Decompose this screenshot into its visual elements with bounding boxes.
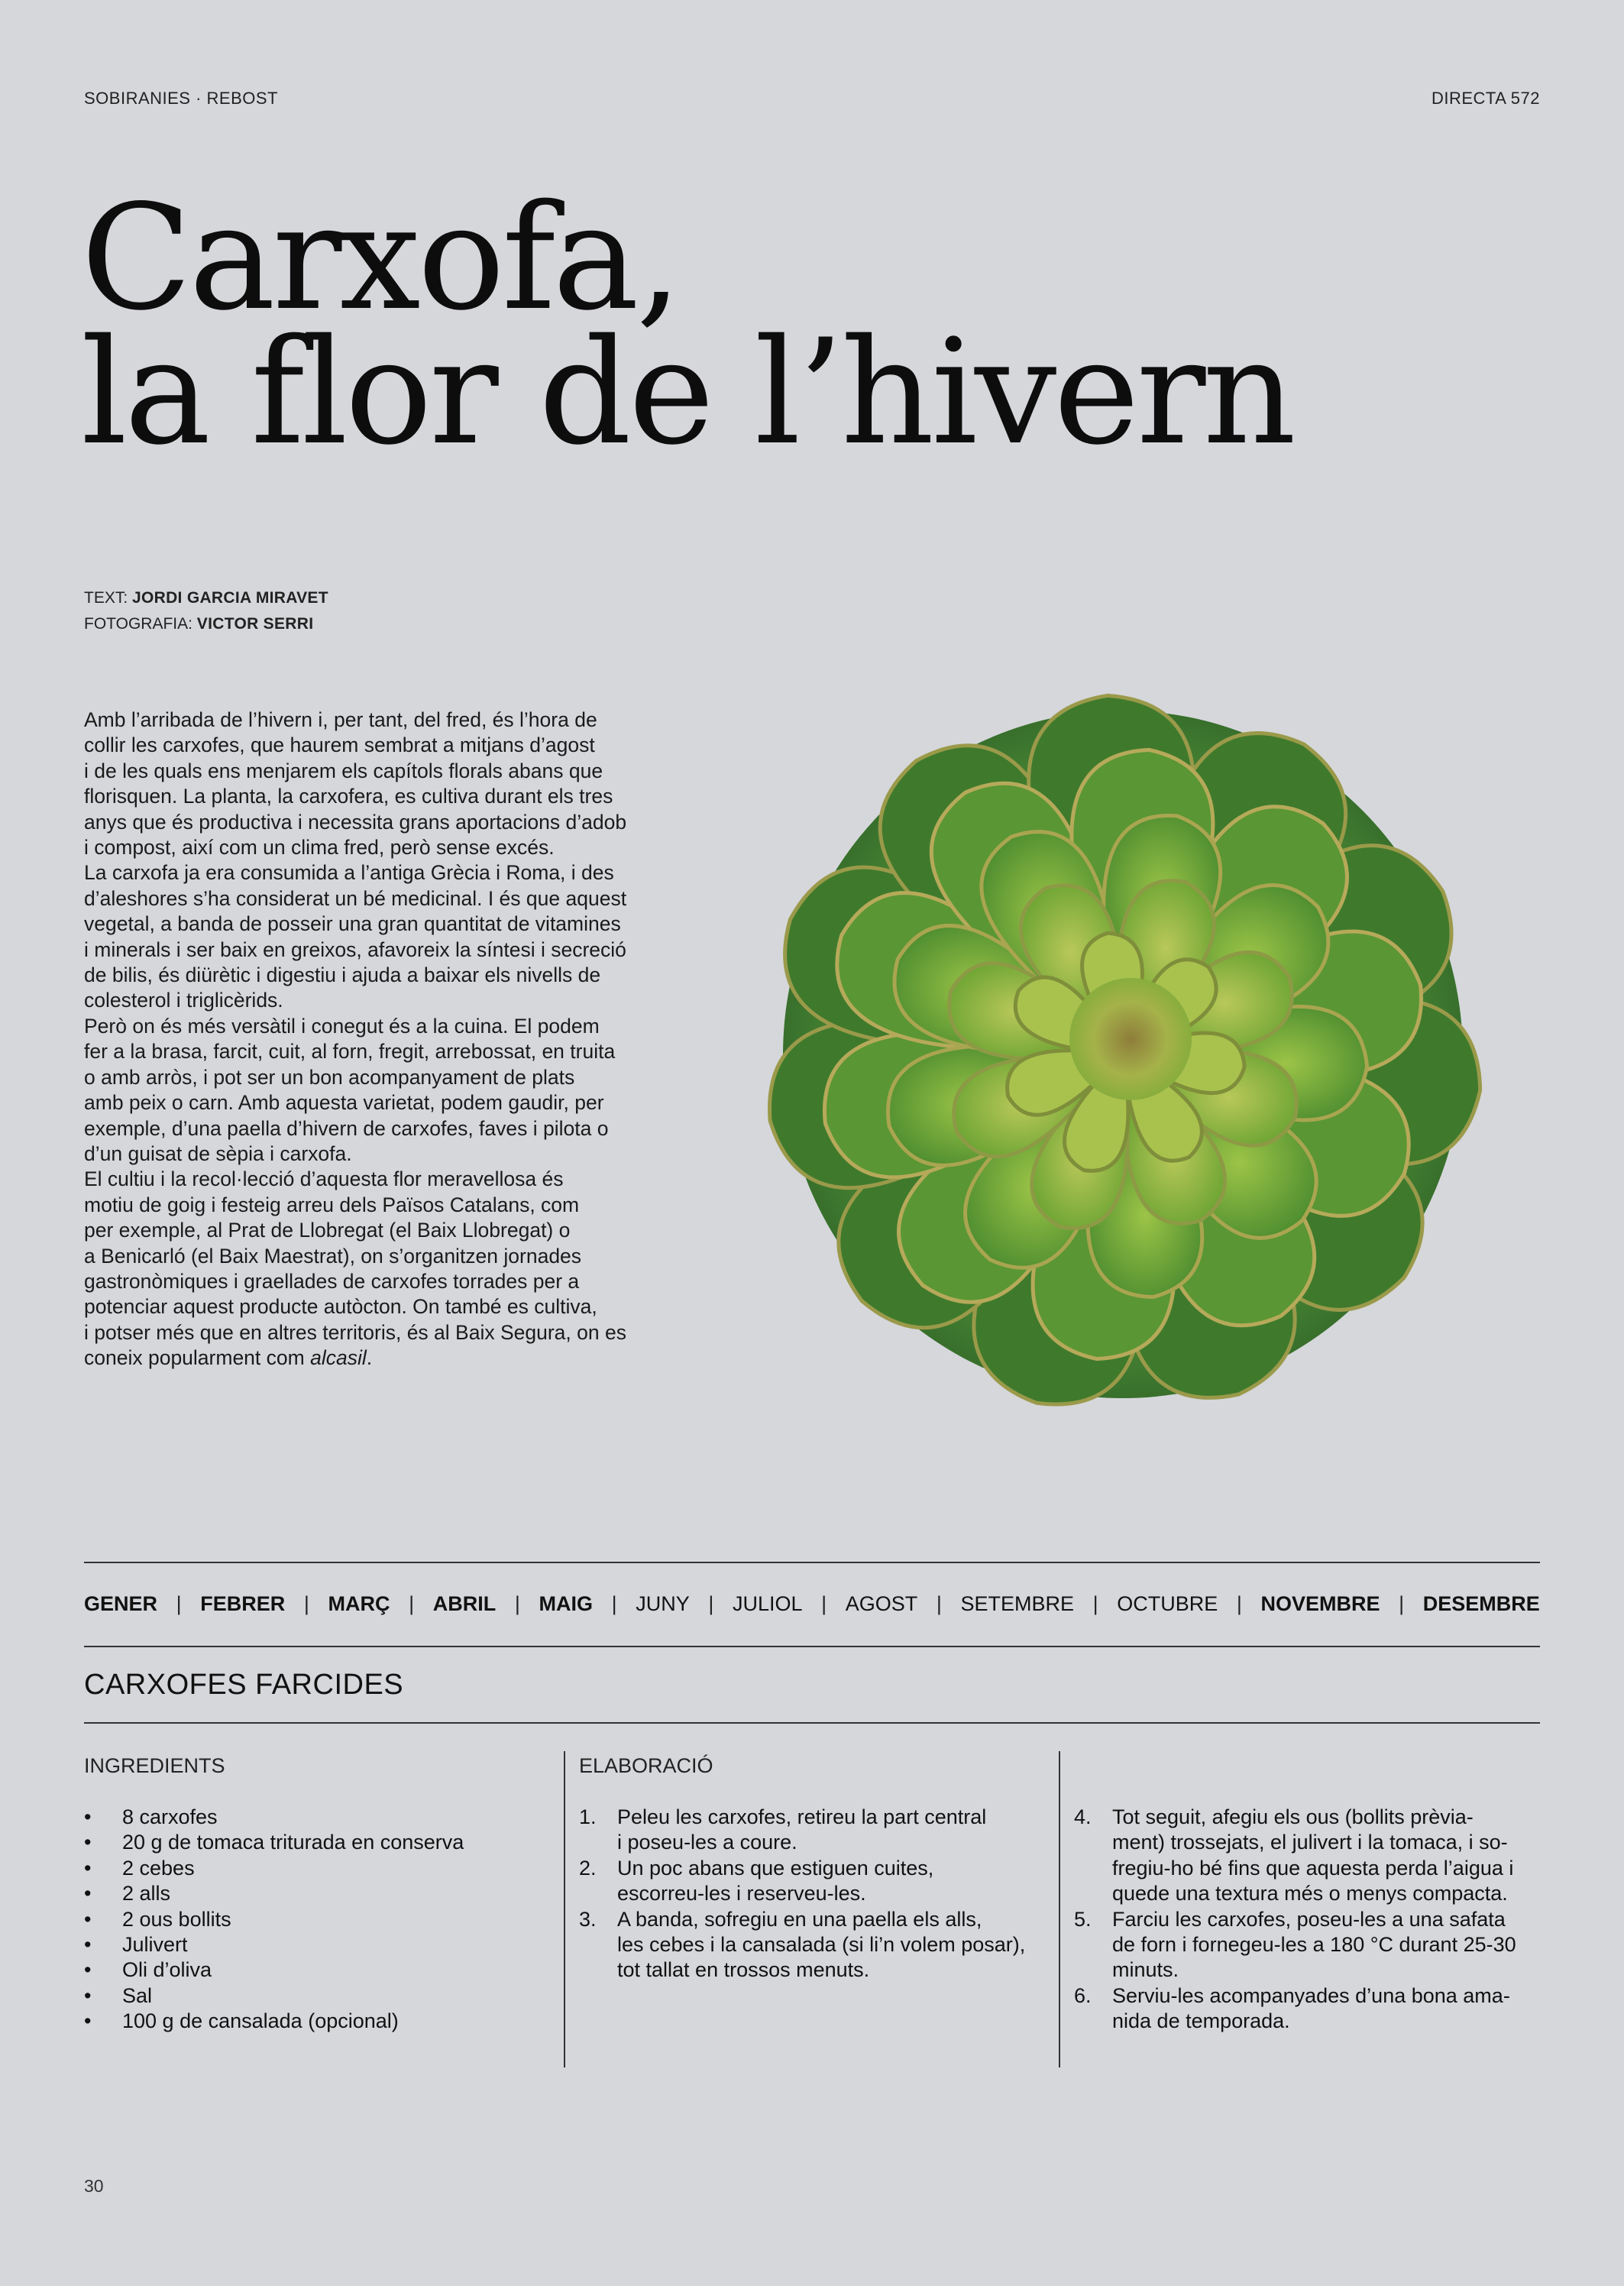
step-text: minuts. — [1112, 1958, 1179, 1982]
text-credit-label: TEXT: — [84, 589, 133, 607]
ingredient-item: • Sal — [84, 1983, 464, 2009]
body-last-suffix: . — [366, 1346, 373, 1370]
step-line — [1074, 1983, 1516, 2009]
month-separator: | — [708, 1592, 714, 1615]
month-separator: | — [1236, 1592, 1242, 1615]
step-line — [1074, 1957, 1516, 1983]
step-number — [1074, 1957, 1112, 1983]
title-line-2: la flor de l’hivern — [81, 308, 1293, 477]
month-separator: | — [176, 1592, 182, 1615]
body-line: La carxofa ja era consumida a l’antiga Grècia i Roma, i des — [84, 861, 614, 885]
step-text: nida de temporada. — [1112, 2009, 1290, 2033]
ingredient-item: • 20 g de tomaca triturada en conserva — [84, 1830, 464, 1855]
title-line-1: Carxofa, — [81, 173, 680, 342]
step-text: Tot seguit, afegiu els ous (bollits prèvia- — [1112, 1805, 1474, 1828]
body-line: i compost, així com un clima fred, però sense excés. — [84, 836, 555, 860]
body-line: o amb arròs, i pot ser un bon acompanyament de plats — [84, 1065, 575, 1089]
page-number: 30 — [84, 2176, 104, 2196]
ingredient-item: • 8 carxofes — [84, 1805, 464, 1830]
column-divider-1 — [564, 1751, 565, 2067]
body-line: i minerals i ser baix en greixos, afavoreix la síntesi i secreció — [84, 937, 626, 961]
body-line: per exemple, al Prat de Llobregat (el Baix Llobregat) o — [84, 1219, 571, 1242]
ingredients-heading: INGREDIENTS — [84, 1754, 225, 1777]
step-line — [579, 1805, 1025, 1830]
body-line: d’aleshores s’ha considerat un bé medicinal. I és que aquest — [84, 886, 627, 910]
body-line: motiu de goig i festeig arreu dels Països Catalans, com — [84, 1193, 580, 1216]
page-title — [81, 173, 1293, 477]
step-number: 6. — [1074, 1983, 1092, 2007]
step-line — [579, 1907, 1025, 1932]
season-calendar — [84, 1592, 1540, 1616]
month-febrer: FEBRER — [200, 1592, 286, 1615]
text-author: JORDI GARCIA MIRAVET — [132, 589, 328, 607]
body-line: El cultiu i la recol·lecció d’aquesta flor meravellosa és — [84, 1167, 564, 1191]
step-text: Serviu-les acompanyades d’una bona ama- — [1112, 1983, 1510, 2007]
ingredient-item: • Julivert — [84, 1932, 464, 1957]
article-body — [84, 707, 687, 1371]
body-line: i potser més que en altres territoris, és al Baix Segura, on es — [84, 1320, 626, 1344]
body-line: de bilis, és diürètic i digestiu i ajuda a baixar els nivells de — [84, 963, 601, 987]
month-maig: MAIG — [539, 1592, 593, 1615]
step-number — [579, 1881, 617, 1906]
ingredients-list — [84, 1805, 464, 2035]
body-line: vegetal, a banda de posseir una gran quantitat de vitamines — [84, 912, 621, 936]
body-line: Però on és més versàtil i conegut és a la cuina. El podem — [84, 1014, 600, 1038]
month-abril: ABRIL — [432, 1592, 497, 1615]
body-line: collir les carxofes, que haurem sembrat a mitjans d’agost — [84, 733, 595, 757]
step-text: tot tallat en trossos menuts. — [617, 1958, 870, 1982]
step-text: les cebes i la cansalada (si li’n volem posar), — [617, 1933, 1026, 1957]
divider-recipe — [84, 1722, 1540, 1724]
recipe-title: CARXOFES FARCIDES — [84, 1669, 404, 1701]
step-line — [1074, 1805, 1516, 1830]
body-line: amb peix o carn. Amb aquesta varietat, podem gaudir, per — [84, 1091, 604, 1115]
step-number: 5. — [1074, 1907, 1092, 1931]
ingredient-item: • 2 alls — [84, 1881, 464, 1906]
body-line: fer a la brasa, farcit, cuit, al forn, fregit, arrebossat, en truita — [84, 1040, 616, 1064]
month-separator: | — [409, 1592, 415, 1615]
month-setembre: SETEMBRE — [960, 1592, 1075, 1615]
section-label: SOBIRANIES · REBOST — [84, 89, 278, 108]
body-line-last — [84, 1345, 687, 1371]
body-last-prefix: coneix popularment com — [84, 1346, 311, 1370]
step-line — [579, 1830, 1025, 1855]
step-number: 1. — [579, 1805, 597, 1828]
month-separator: | — [514, 1592, 520, 1615]
step-text: A banda, sofregiu en una paella els alls, — [617, 1907, 982, 1931]
step-line — [579, 1932, 1025, 1957]
artichoke-heart — [1069, 978, 1192, 1100]
step-number — [579, 1830, 617, 1855]
month-separator: | — [611, 1592, 617, 1615]
step-number — [1074, 2009, 1112, 2034]
step-number: 4. — [1074, 1805, 1092, 1828]
body-line: a Benicarló (el Baix Maestrat), on s’organitzen jornades — [84, 1244, 582, 1268]
body-line: i de les quals ens menjarem els capítols florals abans que — [84, 759, 603, 782]
month-agost: AGOST — [845, 1592, 918, 1615]
divider-top — [84, 1562, 1540, 1563]
step-number — [1074, 1856, 1112, 1881]
month-desembre: DESEMBRE — [1422, 1592, 1540, 1615]
step-line — [1074, 2009, 1516, 2034]
ingredient-item: • Oli d’oliva — [84, 1957, 464, 1983]
month-separator: | — [821, 1592, 827, 1615]
step-text: fregiu-ho bé fins que aquesta perda l’aigua i — [1112, 1856, 1514, 1880]
month-juliol: JULIOL — [732, 1592, 803, 1615]
month-separator: | — [1399, 1592, 1405, 1615]
body-line: exemple, d’una paella d’hivern de carxofes, faves i pilota o — [84, 1116, 609, 1140]
month-març: MARÇ — [328, 1592, 390, 1615]
step-number — [1074, 1881, 1112, 1906]
month-gener: GENER — [84, 1592, 158, 1615]
month-separator: | — [936, 1592, 942, 1615]
step-line — [579, 1856, 1025, 1881]
photo-credit-label: FOTOGRAFIA: — [84, 615, 197, 633]
month-octubre: OCTUBRE — [1117, 1592, 1218, 1615]
step-text: Un poc abans que estiguen cuites, — [617, 1856, 934, 1880]
steps-column-2 — [1074, 1805, 1516, 2035]
step-text: de forn i fornegeu-les a 180 °C durant 25-30 — [1112, 1933, 1516, 1957]
steps-column-1 — [579, 1805, 1025, 1983]
step-text: Farciu les carxofes, poseu-les a una safata — [1112, 1907, 1506, 1931]
step-line — [1074, 1881, 1516, 1906]
step-text: escorreu-les i reserveu-les. — [617, 1882, 866, 1906]
body-line: Amb l’arribada de l’hivern i, per tant, del fred, és l’hora de — [84, 708, 597, 731]
month-separator: | — [303, 1592, 309, 1615]
step-line — [579, 1881, 1025, 1906]
body-line: florisquen. La planta, la carxofera, es cultiva durant els tres — [84, 785, 613, 808]
body-line: anys que és productiva i necessita grans aportacions d’adob — [84, 810, 627, 834]
step-line — [1074, 1830, 1516, 1855]
ingredient-item: • 2 cebes — [84, 1856, 464, 1881]
step-number: 3. — [579, 1907, 597, 1931]
ingredient-item: • 2 ous bollits — [84, 1907, 464, 1932]
body-line: d’un guisat de sèpia i carxofa. — [84, 1141, 352, 1165]
step-number — [1074, 1932, 1112, 1957]
month-separator: | — [1092, 1592, 1098, 1615]
step-text: i poseu-les a coure. — [617, 1831, 797, 1854]
column-divider-2 — [1059, 1751, 1060, 2067]
artichoke-photo — [756, 672, 1520, 1436]
step-number — [579, 1957, 617, 1983]
photo-author: VICTOR SERRI — [196, 615, 314, 633]
credits — [84, 585, 328, 637]
step-number: 2. — [579, 1856, 597, 1880]
ingredient-item: • 100 g de cansalada (opcional) — [84, 2009, 464, 2034]
step-number — [1074, 1830, 1112, 1855]
month-juny: JUNY — [636, 1592, 690, 1615]
text-credit — [84, 585, 328, 611]
body-line: gastronòmiques i graellades de carxofes torrades per a — [84, 1269, 580, 1293]
step-number — [579, 1932, 617, 1957]
step-text: Peleu les carxofes, retireu la part central — [617, 1805, 987, 1828]
month-novembre: NOVEMBRE — [1260, 1592, 1380, 1615]
body-last-italic: alcasil — [310, 1346, 367, 1370]
divider-months — [84, 1646, 1540, 1647]
issue-label: DIRECTA 572 — [1431, 89, 1540, 108]
step-line — [1074, 1907, 1516, 1932]
elaboration-heading: ELABORACIÓ — [579, 1754, 713, 1777]
step-line — [579, 1957, 1025, 1983]
body-line: colesterol i triglicèrids. — [84, 989, 283, 1012]
step-text: ment) trossejats, el julivert i la tomaca, i so- — [1112, 1831, 1508, 1854]
body-line: potenciar aquest producte autòcton. On també es cultiva, — [84, 1295, 597, 1319]
step-line — [1074, 1932, 1516, 1957]
step-text: quede una textura més o menys compacta. — [1112, 1882, 1508, 1906]
photo-credit — [84, 611, 328, 637]
step-line — [1074, 1856, 1516, 1881]
